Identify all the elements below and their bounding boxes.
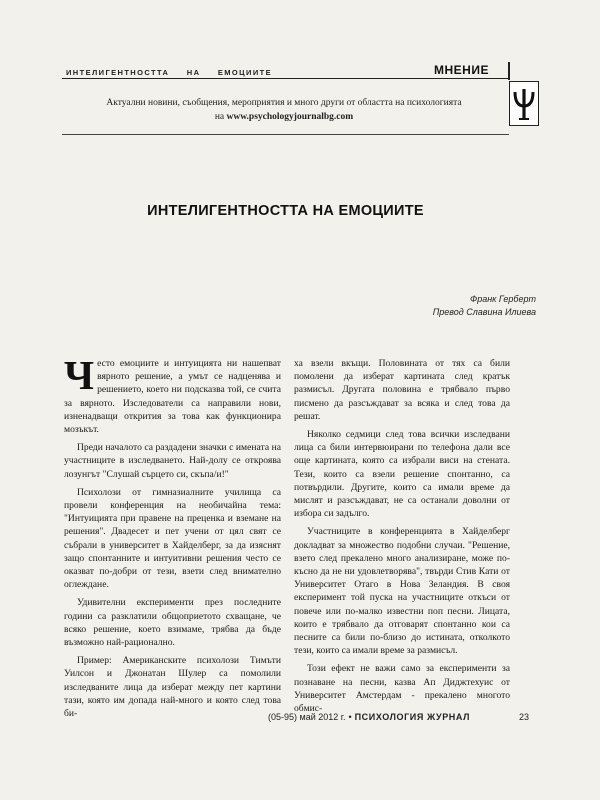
translator-name: Превод Славина Илиева <box>432 307 536 317</box>
announcement-prefix: на <box>214 112 227 122</box>
paragraph: Преди началото са раздадени значки с имената на участниците в изследването. Най-долу се откроява лозунгът "Слушай сърцето си, скъпа/и!" <box>64 442 281 480</box>
paragraph-text: есто емоциите и интуицията ни нашепват вярното решение, а умът се надценява и решението, което ни подсказва той, се счита за вярното. Изследователи са направили нови, изненадващи открития за това как функционира мозъкът. <box>64 358 281 436</box>
paragraph: Психолози от гимназиалните училища са провели конференция на необичайна тема: "Интуицията при правене на преценка и вземане на решения". Двадесет и пет учени от цял свят се събрали в университет в Хайделберг, за да изяснят защо спонтанните и интуитивни решения често се оказват по-добри от тези, взети след внимателно оглеждане. <box>64 486 281 591</box>
footer-separator: • <box>348 712 352 722</box>
announcement-box <box>66 96 502 124</box>
header-rule <box>62 78 509 79</box>
page-number: 23 <box>519 712 530 722</box>
journal-name: ПСИХОЛОГИЯ ЖУРНАЛ <box>354 712 471 722</box>
byline <box>433 293 536 319</box>
paragraph: Пример: Американските психолози Тимъти Уилсон и Джонатан Шулер са помолили изследваните лица да изберат между пет картини тази, която им допада най-много и която след това би- <box>64 655 281 720</box>
paragraph: Участниците в конференцията в Хайделберг докладват за множество подобни случаи. "Решение, взето след прекалено много анализиране, може по-късно да не ни удовлетворява", твърди Стив Кати от Университет Отаго в Нова Зеландия. В своя експеримент той пуска на участниците откъси от повече или по-малко известни поп песни. Лицата, които е трябвало да отговарят спонтанно кои са песните са били по-близо до истината, отколкото тези, които са имали време за размисъл. <box>294 526 510 657</box>
announcement-rule <box>62 134 509 135</box>
psi-icon <box>509 81 539 126</box>
issue-info: (05-95) май 2012 г. <box>268 712 346 722</box>
section-header: ИНТЕЛИГЕНТНОСТТА НА ЕМОЦИИТЕ <box>66 68 273 77</box>
paragraph: Удивителни експерименти през последните години са разклатили общоприетото схващане, че всяко решение, което взимаме, трябва да бъде възможно най-рационално. <box>64 597 281 649</box>
paragraph: Този ефект не важи само за експерименти за познаване на песни, казва Ап Диджтехуис от Университет Амстердам - прекалено многото обмис- <box>294 663 510 715</box>
page-footer <box>268 712 470 722</box>
paragraph: ха взели вкъщи. Половината от тях са били помолени да изберат картината след кратък размисъл. Другата половина е трябвало първо писмено да разсъждават за всяка и след това да решат. <box>294 358 510 422</box>
paragraph: Няколко седмици след това всички изследвани лица са били интервюирани по телефона дали все още картината, която са избрали виси на стената. Тези, които са взели решение спонтанно, са потвърдили. Другите, които са имали време да мислят и разсъждават, не са останали доволни от избора си задълго. <box>294 429 510 520</box>
website-link[interactable]: www.psychologyjournalbg.com <box>226 112 354 122</box>
article-column-right <box>294 357 510 720</box>
article-title: ИНТЕЛИГЕНТНОСТТА НА ЕМОЦИИТЕ <box>147 203 424 219</box>
article-column-left <box>64 352 281 725</box>
paragraph <box>64 352 281 436</box>
announcement-url-line <box>66 110 502 124</box>
drop-cap: Ч <box>64 352 95 398</box>
rubric-label: МНЕНИЕ <box>434 63 489 77</box>
author-name: Франк Герберт <box>470 294 536 304</box>
announcement-text: Актуални новини, съобщения, мероприятия и много други от областта на психологията <box>106 98 462 108</box>
